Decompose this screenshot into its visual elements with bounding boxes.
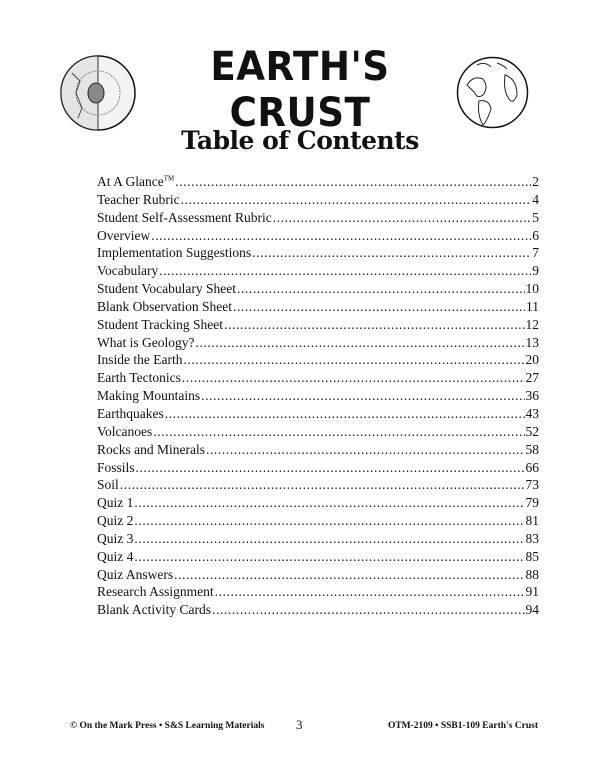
toc-entry xyxy=(97,406,539,424)
toc-entry xyxy=(97,584,539,602)
toc-entry-label: Overview xyxy=(97,227,151,243)
dot-leader xyxy=(237,281,525,297)
dot-leader xyxy=(233,299,525,315)
dot-leader xyxy=(153,424,524,440)
toc-entry xyxy=(97,263,539,281)
toc-entry-label: Quiz 2 xyxy=(97,513,134,529)
toc-entry-page: 58 xyxy=(525,441,539,457)
dot-leader xyxy=(134,531,524,547)
toc-entry-page: 20 xyxy=(525,352,539,368)
toc-entry-label: Teacher Rubric xyxy=(97,191,180,207)
trademark: TM xyxy=(163,174,175,183)
toc-entry-page: 2 xyxy=(532,174,539,189)
toc-entry-page: 88 xyxy=(525,566,539,582)
dot-leader xyxy=(136,460,525,476)
toc-entry-page: 81 xyxy=(525,513,539,529)
dot-leader xyxy=(165,406,525,422)
toc-entry-page: 79 xyxy=(525,495,539,511)
toc-entry xyxy=(97,388,539,406)
toc-entry-page: 83 xyxy=(525,530,539,546)
toc-entry-label: Research Assignment xyxy=(97,584,214,600)
toc-entry-page: 12 xyxy=(525,316,539,332)
toc-entry xyxy=(97,228,539,246)
toc-entry xyxy=(97,370,539,388)
toc-entry xyxy=(97,477,539,495)
toc-entry-page: 6 xyxy=(532,227,539,243)
toc-entry xyxy=(97,442,539,460)
toc-entry-label: Implementation Suggestions xyxy=(97,245,252,261)
toc-entry xyxy=(97,245,539,263)
toc-entry-label: What is Geology? xyxy=(97,334,195,350)
toc-entry xyxy=(97,352,539,370)
dot-leader xyxy=(224,317,524,333)
toc-entry-label: Earthquakes xyxy=(97,405,164,421)
dot-leader xyxy=(215,584,525,600)
toc-entry-label: Earth Tectonics xyxy=(97,370,181,386)
toc-entry-page: 91 xyxy=(525,584,539,600)
dot-leader xyxy=(252,245,531,261)
toc-entry xyxy=(97,549,539,567)
dot-leader xyxy=(195,335,524,351)
table-of-contents xyxy=(97,174,539,620)
earth-cross-section-icon xyxy=(58,53,138,133)
toc-entry-label: Quiz 4 xyxy=(97,548,134,564)
toc-entry-page: 73 xyxy=(525,477,539,493)
toc-entry xyxy=(97,531,539,549)
toc-entry-page: 7 xyxy=(532,245,539,261)
page-number: 3 xyxy=(296,717,303,732)
toc-entry-label: Fossils xyxy=(97,459,135,475)
toc-entry-page: 11 xyxy=(526,298,539,314)
toc-entry-page: 27 xyxy=(525,370,539,386)
toc-entry xyxy=(97,602,539,620)
toc-entry-label: Soil xyxy=(97,477,119,493)
toc-entry xyxy=(97,317,539,335)
dot-leader xyxy=(134,549,524,565)
dot-leader xyxy=(183,352,524,368)
section-heading: Table of Contents xyxy=(181,126,419,155)
toc-entry xyxy=(97,281,539,299)
toc-entry-label: Quiz Answers xyxy=(97,566,174,582)
toc-entry-label: Blank Observation Sheet xyxy=(97,298,232,314)
dot-leader xyxy=(212,602,525,618)
toc-entry-label: Student Vocabulary Sheet xyxy=(97,281,236,297)
toc-entry-page: 85 xyxy=(525,548,539,564)
toc-entry-page: 13 xyxy=(525,334,539,350)
dot-leader xyxy=(182,370,525,386)
toc-entry-page: 4 xyxy=(532,191,539,207)
dot-leader xyxy=(120,477,525,493)
toc-entry xyxy=(97,192,539,210)
toc-entry-label: Student Self-Assessment Rubric xyxy=(97,209,272,225)
toc-entry xyxy=(97,424,539,442)
toc-entry-label: Volcanoes xyxy=(97,423,153,439)
toc-entry-page: 10 xyxy=(525,281,539,297)
footer-copyright: © On the Mark Press • S&S Learning Materials xyxy=(70,721,265,731)
toc-entry xyxy=(97,495,539,513)
toc-entry-page: 43 xyxy=(525,405,539,421)
toc-entry-label: Vocabulary xyxy=(97,263,159,279)
dot-leader xyxy=(159,263,531,279)
toc-entry xyxy=(97,174,539,192)
page-title: EARTH'S CRUST xyxy=(210,44,390,136)
toc-entry-page: 66 xyxy=(525,459,539,475)
dot-leader xyxy=(273,210,532,226)
toc-entry-page: 5 xyxy=(532,209,539,225)
toc-entry xyxy=(97,567,539,585)
toc-entry-page: 94 xyxy=(525,602,539,618)
globe-icon xyxy=(455,55,530,130)
toc-entry-label: Rocks and Minerals xyxy=(97,441,205,457)
toc-entry-page: 52 xyxy=(525,423,539,439)
toc-entry-label: Student Tracking Sheet xyxy=(97,316,224,332)
toc-entry-label: Making Mountains xyxy=(97,388,201,404)
toc-entry-page: 9 xyxy=(532,263,539,279)
toc-entry xyxy=(97,513,539,531)
dot-leader xyxy=(134,513,524,529)
dot-leader xyxy=(174,567,524,583)
toc-entry xyxy=(97,460,539,478)
dot-leader xyxy=(151,228,531,244)
toc-entry-label: At A Glance™ xyxy=(97,174,175,189)
toc-entry-page: 36 xyxy=(525,388,539,404)
dot-leader xyxy=(134,495,524,511)
toc-entry-label: Quiz 3 xyxy=(97,530,134,546)
dot-leader xyxy=(201,388,524,404)
toc-entry-label: Blank Activity Cards xyxy=(97,602,211,618)
toc-entry xyxy=(97,299,539,317)
toc-entry xyxy=(97,210,539,228)
toc-entry xyxy=(97,335,539,353)
dot-leader xyxy=(206,442,525,458)
dot-leader xyxy=(175,174,531,190)
toc-entry-label: Quiz 1 xyxy=(97,495,134,511)
footer-title: OTM-2109 • SSB1-109 Earth's Crust xyxy=(387,721,538,731)
dot-leader xyxy=(181,192,532,208)
toc-entry-label: Inside the Earth xyxy=(97,352,183,368)
